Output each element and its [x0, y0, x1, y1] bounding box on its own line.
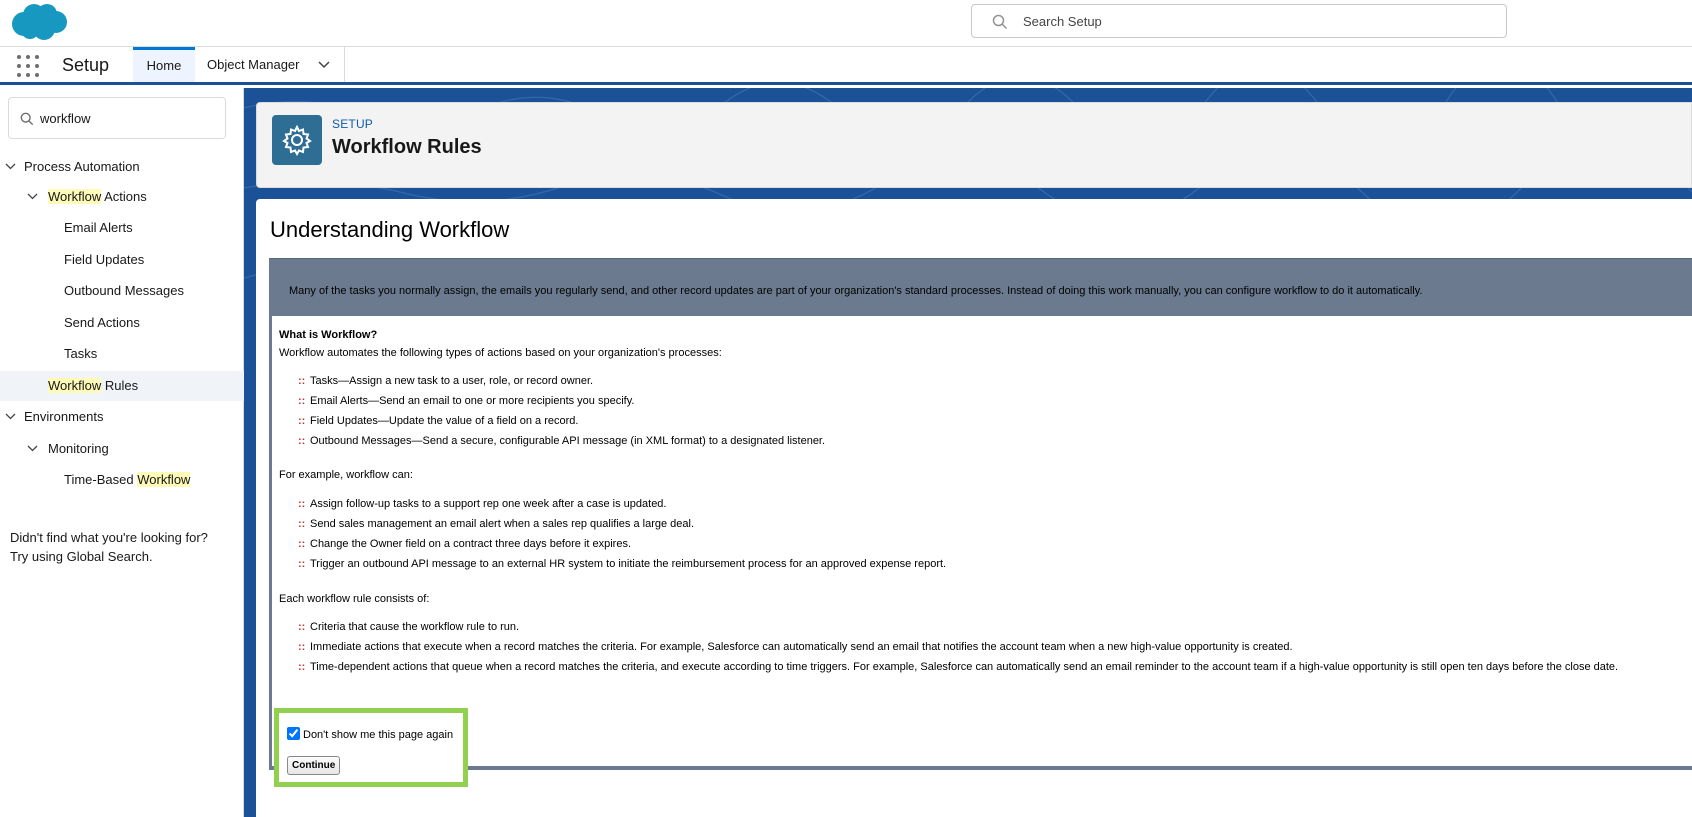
sidebar-help-text	[10, 528, 240, 566]
bullet-icon: ::	[298, 518, 306, 530]
workflow-info-box	[269, 258, 1692, 770]
breadcrumb[interactable]: SETUP	[332, 117, 374, 131]
tab-home[interactable]: Home	[133, 47, 195, 82]
sidebar-item-environments[interactable]	[0, 402, 244, 432]
rule-part-item: Time-dependent actions that queue when a record matches the criteria, and execute according to time triggers. For example, Salesforce can automatically send an email reminder to the account team if a high-value opportunity is still open ten days before the close date.	[310, 661, 1619, 673]
bullet-icon: ::	[298, 395, 306, 407]
action-type-item: Tasks—Assign a new task to a user, role, or record owner.	[310, 375, 594, 387]
chevron-down-icon[interactable]	[27, 445, 38, 452]
page-header	[256, 102, 1692, 188]
bullet-icon: ::	[298, 415, 306, 427]
rule-part-item: Immediate actions that execute when a record matches the criteria. For example, Salesforce can automatically send an email that notifies the account team when a new high-value opportunity is created.	[310, 641, 1293, 653]
bullet-icon: ::	[298, 498, 306, 510]
sidebar-item-email-alerts[interactable]	[0, 213, 244, 243]
example-item: Change the Owner field on a contract three days before it expires.	[310, 538, 632, 550]
app-name: Setup	[62, 55, 110, 75]
what-is-workflow-heading: What is Workflow?	[279, 329, 378, 341]
sidebar-item-time-based-workflow[interactable]	[0, 465, 244, 495]
bullet-icon: ::	[298, 435, 306, 447]
sidebar-item-label: Send Actions	[64, 315, 140, 330]
global-search-box[interactable]	[971, 4, 1507, 38]
tab-object-manager[interactable]	[196, 47, 345, 82]
action-type-item: Email Alerts—Send an email to one or more recipients you specify.	[310, 395, 635, 407]
global-search-input[interactable]	[1023, 6, 1493, 36]
sidebar-item-label: Monitoring	[48, 441, 109, 456]
example-item: Send sales management an email alert when a sales rep qualifies a large deal.	[310, 518, 695, 530]
sidebar-item-outbound-messages[interactable]	[0, 276, 244, 306]
help-line: Didn't find what you're looking for?	[10, 530, 208, 545]
example-item: Assign follow-up tasks to a support rep one week after a case is updated.	[310, 498, 667, 510]
sidebar-item-label: Field Updates	[64, 252, 145, 267]
content-card	[256, 199, 1692, 817]
action-type-item: Field Updates—Update the value of a field on a record.	[310, 415, 579, 427]
workflow-intro-text: Many of the tasks you normally assign, the emails you regularly send, and other record updates are part of your organization's standard processes. Instead of doing this work manually, you can configure workflow to do it automatically.	[289, 285, 1423, 297]
page-title: Workflow Rules	[332, 136, 482, 158]
sidebar-item-label: Email Alerts	[64, 220, 133, 235]
sidebar-item-send-actions[interactable]	[0, 308, 244, 338]
bullet-icon: ::	[298, 558, 306, 570]
sidebar-item-label: Environments	[24, 409, 104, 424]
tab-object-manager-label: Object Manager	[207, 57, 300, 72]
content-title: Understanding Workflow	[270, 217, 510, 242]
search-icon	[992, 14, 1008, 30]
sidebar-item-label: Workflow Actions	[48, 189, 147, 204]
app-launcher-icon[interactable]	[17, 55, 39, 77]
chevron-down-icon[interactable]	[318, 61, 330, 69]
bullet-icon: ::	[298, 538, 306, 550]
chevron-down-icon[interactable]	[5, 413, 16, 420]
what-is-workflow-desc: Workflow automates the following types of actions based on your organization's processes:	[279, 347, 722, 359]
sidebar-item-label: Time-Based Workflow	[64, 472, 191, 487]
sidebar-item-label: Workflow Rules	[48, 378, 139, 393]
quick-find-input[interactable]	[40, 108, 220, 128]
chevron-down-icon[interactable]	[5, 163, 16, 170]
bullet-icon: ::	[298, 375, 306, 387]
chevron-down-icon[interactable]	[27, 193, 38, 200]
quick-find-box[interactable]	[8, 97, 226, 139]
example-item: Trigger an outbound API message to an external HR system to initiate the reimbursement process for an approved expense report.	[310, 558, 947, 570]
sidebar-item-label: Outbound Messages	[64, 283, 184, 298]
rule-part-item: Criteria that cause the workflow rule to run.	[310, 621, 520, 633]
sidebar-item-field-updates[interactable]	[0, 245, 244, 275]
continue-button[interactable]: Continue	[287, 756, 340, 775]
dont-show-again-checkbox[interactable]	[287, 727, 300, 740]
bullet-icon: ::	[298, 661, 306, 673]
sidebar-item-workflow-rules[interactable]	[0, 371, 244, 401]
setup-sidebar	[0, 88, 244, 817]
rule-heading: Each workflow rule consists of:	[279, 593, 430, 605]
dont-show-again-label: Don't show me this page again	[303, 729, 454, 741]
global-header	[0, 0, 1692, 47]
bullet-icon: ::	[298, 621, 306, 633]
search-icon	[20, 112, 34, 126]
bullet-icon: ::	[298, 641, 306, 653]
workflow-info-body	[272, 316, 1692, 771]
help-line: Try using Global Search.	[10, 549, 153, 564]
sidebar-item-tasks[interactable]	[0, 339, 244, 369]
sidebar-item-monitoring[interactable]	[0, 434, 244, 464]
highlight-box	[274, 708, 468, 787]
sidebar-item-label: Tasks	[64, 346, 98, 361]
example-heading: For example, workflow can:	[279, 469, 413, 481]
salesforce-logo[interactable]	[8, 2, 68, 42]
sidebar-item-process-automation[interactable]	[0, 152, 244, 182]
setup-gear-icon	[272, 115, 322, 165]
sidebar-item-workflow-actions[interactable]	[0, 182, 244, 212]
action-type-item: Outbound Messages—Send a secure, configurable API message (in XML format) to a designated listener.	[310, 435, 826, 447]
sidebar-item-label: Process Automation	[24, 159, 140, 174]
dont-show-again-row[interactable]	[287, 727, 453, 741]
nav-bar	[0, 47, 1692, 85]
